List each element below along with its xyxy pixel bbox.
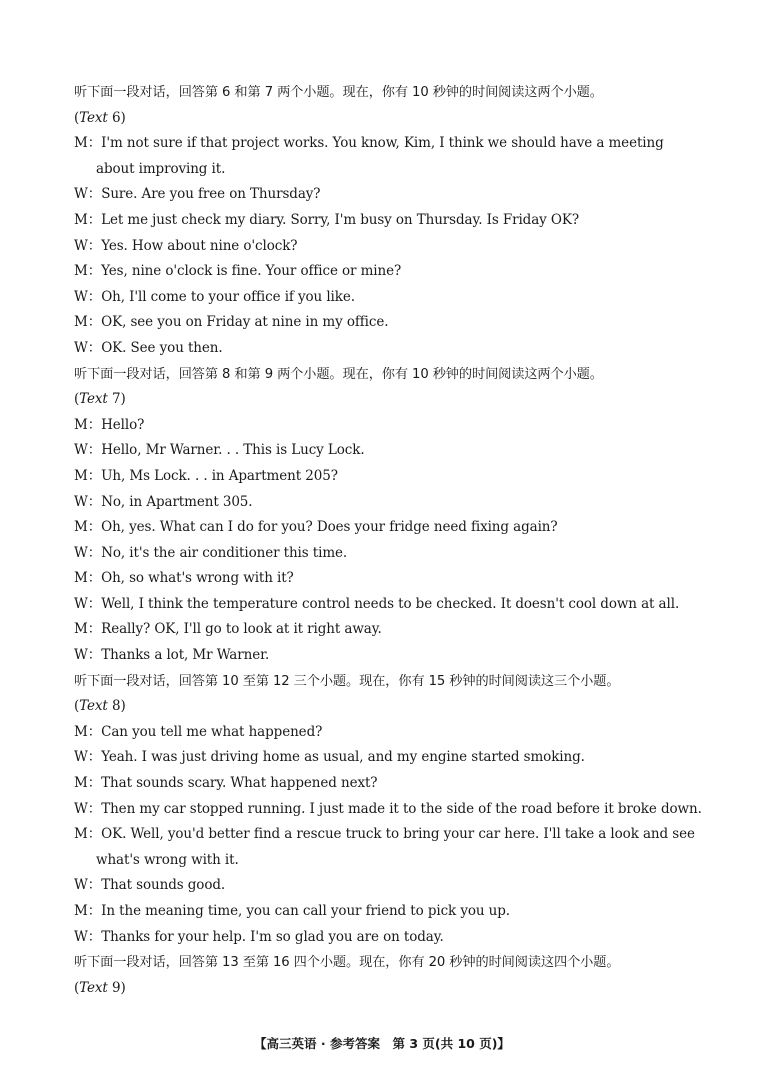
speaker-tag: M： bbox=[74, 826, 102, 843]
text-label-number: 9) bbox=[107, 979, 126, 996]
section-instruction: 听下面一段对话，回答第 10 至第 12 三个小题。现在，你有 15 秒钟的时间阅读这三个小题。 bbox=[74, 673, 620, 689]
speaker-tag: W： bbox=[74, 339, 102, 356]
speaker-tag: W： bbox=[74, 442, 102, 459]
dialogue-text: OK. See you then. bbox=[101, 339, 223, 356]
dialogue-text: In the meaning time, you can call your friend to pick you up. bbox=[101, 903, 510, 919]
page-footer: 【高三英语 · 参考答案 第 3 页(共 10 页)】 bbox=[254, 1036, 510, 1051]
text-label-word: Text bbox=[79, 979, 108, 996]
text-label-number: 7) bbox=[107, 391, 126, 408]
dialogue-line bbox=[74, 771, 704, 797]
dialogue-continuation: about improving it. bbox=[96, 160, 226, 177]
speaker-tag: W： bbox=[74, 877, 102, 894]
dialogue-line bbox=[74, 259, 704, 285]
text-label-word: Text bbox=[79, 109, 108, 126]
speaker-tag: M： bbox=[74, 416, 102, 433]
text-label-open: ( bbox=[74, 109, 80, 126]
dialogue-continuation: what's wrong with it. bbox=[96, 851, 239, 868]
dialogue-line bbox=[74, 745, 704, 771]
speaker-tag: W： bbox=[74, 186, 102, 203]
dialogue-text: Uh, Ms Lock. . . in Apartment 205? bbox=[101, 467, 338, 484]
dialogue-text: Well, I think the temperature control needs to be checked. It doesn't cool down at all. bbox=[101, 595, 680, 612]
dialogue-line bbox=[74, 182, 704, 208]
text-label-number: 6) bbox=[107, 109, 126, 126]
speaker-tag: M： bbox=[74, 314, 102, 331]
dialogue-text: Sure. Are you free on Thursday? bbox=[101, 186, 321, 203]
dialogue-text: Thanks for your help. I'm so glad you are on today. bbox=[101, 928, 444, 945]
text-label bbox=[74, 976, 704, 1002]
dialogue-text: No, in Apartment 305. bbox=[101, 493, 253, 510]
text-label-word: Text bbox=[79, 391, 108, 408]
dialogue-text: Oh, so what's wrong with it? bbox=[101, 570, 294, 587]
text-label-open: ( bbox=[74, 979, 80, 996]
speaker-tag: W： bbox=[74, 800, 102, 817]
speaker-tag: M： bbox=[74, 135, 102, 152]
dialogue-text: Really? OK, I'll go to look at it right away. bbox=[101, 621, 382, 638]
dialogue-text: OK. Well, you'd better find a rescue truck to bring your car here. I'll take a look and see bbox=[101, 826, 695, 843]
dialogue-text: Yes, nine o'clock is fine. Your office or mine? bbox=[101, 263, 402, 280]
dialogue-line bbox=[74, 438, 704, 464]
section-instruction: 听下面一段对话，回答第 6 和第 7 两个小题。现在，你有 10 秒钟的时间阅读这两个小题。 bbox=[74, 85, 603, 100]
dialogue-line bbox=[74, 208, 704, 234]
speaker-tag: W： bbox=[74, 595, 102, 612]
dialogue-text: That sounds scary. What happened next? bbox=[101, 775, 378, 792]
dialogue-line bbox=[74, 592, 704, 618]
dialogue-line bbox=[74, 336, 704, 362]
dialogue-text: No, it's the air conditioner this time. bbox=[101, 544, 348, 561]
dialogue-line bbox=[74, 464, 704, 490]
dialogue-text: Oh, yes. What can I do for you? Does your fridge need fixing again? bbox=[101, 519, 558, 536]
speaker-tag: M： bbox=[74, 621, 102, 638]
dialogue-line bbox=[74, 541, 704, 567]
dialogue-text: Thanks a lot, Mr Warner. bbox=[101, 647, 270, 664]
dialogue-line bbox=[74, 873, 704, 899]
text-label-open: ( bbox=[74, 391, 80, 408]
dialogue-line bbox=[74, 925, 704, 951]
dialogue-line bbox=[74, 643, 704, 669]
speaker-tag: M： bbox=[74, 903, 102, 919]
dialogue-line bbox=[74, 310, 704, 336]
dialogue-line bbox=[74, 413, 704, 439]
dialogue-line bbox=[74, 822, 704, 848]
dialogue-line bbox=[74, 515, 704, 541]
speaker-tag: M： bbox=[74, 467, 102, 484]
dialogue-text: Can you tell me what happened? bbox=[101, 723, 323, 740]
speaker-tag: W： bbox=[74, 288, 102, 305]
transcript-body bbox=[74, 80, 704, 1001]
dialogue-line bbox=[74, 131, 704, 157]
speaker-tag: W： bbox=[74, 544, 102, 561]
dialogue-line bbox=[74, 285, 704, 311]
section-instruction: 听下面一段对话，回答第 13 至第 16 四个小题。现在，你有 20 秒钟的时间阅读这四个小题。 bbox=[74, 955, 620, 971]
text-label bbox=[74, 106, 704, 132]
speaker-tag: M： bbox=[74, 723, 102, 740]
dialogue-line bbox=[74, 617, 704, 643]
speaker-tag: M： bbox=[74, 570, 102, 587]
text-label-open: ( bbox=[74, 698, 80, 715]
speaker-tag: W： bbox=[74, 749, 102, 766]
text-label bbox=[74, 387, 704, 413]
text-label-number: 8) bbox=[107, 698, 126, 715]
dialogue-text: Hello? bbox=[101, 416, 145, 433]
speaker-tag: W： bbox=[74, 493, 102, 510]
dialogue-text: Oh, I'll come to your office if you like. bbox=[101, 288, 355, 305]
speaker-tag: W： bbox=[74, 928, 102, 945]
speaker-tag: M： bbox=[74, 775, 102, 792]
dialogue-line bbox=[74, 720, 704, 746]
section-instruction: 听下面一段对话，回答第 8 和第 9 两个小题。现在，你有 10 秒钟的时间阅读这两个小题。 bbox=[74, 366, 603, 382]
dialogue-text: That sounds good. bbox=[101, 877, 226, 894]
dialogue-text: Then my car stopped running. I just made it to the side of the road before it broke down. bbox=[101, 800, 702, 817]
dialogue-text: Yes. How about nine o'clock? bbox=[101, 237, 298, 254]
dialogue-text: Yeah. I was just driving home as usual, and my engine started smoking. bbox=[101, 749, 585, 766]
dialogue-line bbox=[74, 490, 704, 516]
dialogue-line bbox=[74, 899, 704, 925]
dialogue-text: OK, see you on Friday at nine in my office. bbox=[101, 314, 389, 331]
speaker-tag: M： bbox=[74, 211, 102, 228]
text-label-word: Text bbox=[79, 698, 108, 715]
speaker-tag: M： bbox=[74, 519, 102, 536]
dialogue-line bbox=[74, 234, 704, 260]
text-label bbox=[74, 694, 704, 720]
dialogue-text: Hello, Mr Warner. . . This is Lucy Lock. bbox=[101, 442, 365, 459]
speaker-tag: W： bbox=[74, 237, 102, 254]
dialogue-line bbox=[74, 566, 704, 592]
dialogue-text: Let me just check my diary. Sorry, I'm busy on Thursday. Is Friday OK? bbox=[101, 211, 579, 228]
speaker-tag: M： bbox=[74, 263, 102, 280]
dialogue-text: I'm not sure if that project works. You know, Kim, I think we should have a meeting bbox=[101, 135, 664, 152]
speaker-tag: W： bbox=[74, 647, 102, 664]
dialogue-line bbox=[74, 797, 704, 823]
